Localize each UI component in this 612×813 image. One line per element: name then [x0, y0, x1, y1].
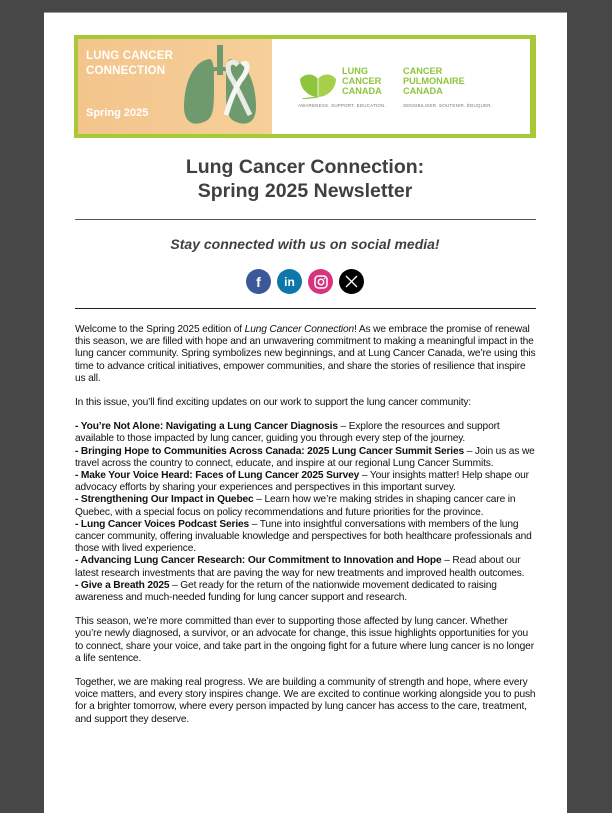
- banner-logo-panel: [272, 39, 530, 134]
- intro-text-end: ! As we embrace the promise of renewal this season, we are filled with hope and an unwavering commitment to making a meaningful impact in the lung cancer community. Spring symbolizes new beginnings, and at Lung Cancer Canada, we’re using this time to advance critical initiatives, empower communities, and share the stories of resilience that inspire us all.: [75, 324, 536, 384]
- list-item: [75, 494, 537, 518]
- trachea: [217, 45, 223, 75]
- logo-tagline-english: AWARENESS. SUPPORT. EDUCATION.: [298, 103, 387, 108]
- x-icon: [345, 275, 358, 288]
- list-item: [75, 580, 537, 604]
- instagram-icon: [314, 275, 328, 289]
- list-item-text: – Your insights matter! Help shape our advocacy efforts by sharing your experiences and perspectives in this important survey.: [75, 470, 529, 494]
- lungs-ribbon-illustration: [180, 45, 260, 130]
- list-item-text: – Tune into insightful conversations with members of the lung cancer community, offering invaluable knowledge and perspectives for both healthcare professionals and those with lived experience.: [75, 518, 532, 555]
- divider-top: [75, 219, 536, 220]
- list-item-title: - Give a Breath 2025: [75, 579, 170, 591]
- logo-fr-line1: CANCER: [403, 66, 443, 76]
- leaf-logo-icon: [299, 67, 337, 99]
- x-link[interactable]: [339, 269, 364, 294]
- logo-fr-line3: CANADA: [403, 86, 443, 96]
- logo-tagline-french: SENSIBILISER. SOUTENIR. ÉDUQUER.: [403, 103, 493, 108]
- left-lung: [184, 59, 214, 124]
- list-item-title: - Bringing Hope to Communities Across Canada: 2025 Lung Cancer Summit Series: [75, 445, 465, 457]
- logo-en-line2: CANCER: [342, 76, 382, 86]
- banner-image-panel: [78, 39, 272, 134]
- newsletter-banner: [74, 35, 536, 138]
- newsletter-body: [75, 324, 537, 738]
- commitment-paragraph: This season, we’re more committed than ever to supporting those affected by lung cancer. Whether you’re newly diagnosed, a survivor, or an advocate for change, this issue highlights opportunities for you to connect, share your voice, and take part in the ongoing fight for a future where lung cancer is no longer a life sentence.: [75, 616, 534, 664]
- list-item: [75, 555, 537, 579]
- list-item-title: - Advancing Lung Cancer Research: Our Commitment to Innovation and Hope: [75, 555, 442, 567]
- banner-title-line1: LUNG CANCER: [86, 50, 174, 62]
- list-item-text: – Get ready for the return of the nationwide movement dedicated to raising awareness and much-needed funding for lung cancer support and research.: [75, 579, 497, 604]
- logo-en-line1: LUNG: [342, 66, 369, 76]
- linkedin-icon: in: [284, 274, 295, 289]
- list-item-text: – Learn how we’re making strides in shaping cancer care in Quebec, with a special focus on policy recommendations and future priorities for the province.: [75, 494, 516, 518]
- newsletter-page: [44, 12, 567, 813]
- instagram-link[interactable]: [308, 269, 333, 294]
- title-line1: Lung Cancer Connection:: [185, 156, 425, 178]
- logo-text-english: [342, 66, 382, 96]
- facebook-link[interactable]: [246, 269, 271, 294]
- list-item-title: - Strengthening Our Impact in Quebec: [75, 494, 254, 506]
- logo-en-line3: CANADA: [342, 86, 382, 96]
- newsletter-title: [74, 155, 536, 203]
- banner-title-line2: CONNECTION: [86, 65, 166, 77]
- list-item-title: - Make Your Voice Heard: Faces of Lung Cancer 2025 Survey: [75, 470, 360, 482]
- facebook-icon: f: [256, 273, 261, 290]
- logo-fr-line2: PULMONAIRE: [403, 76, 465, 86]
- list-item: [75, 519, 537, 556]
- list-item: [75, 446, 537, 470]
- issue-highlights-list: [75, 421, 537, 604]
- newsletter-name: Lung Cancer Connection: [244, 324, 355, 335]
- intro-paragraph: [75, 324, 537, 385]
- together-paragraph: Together, we are making real progress. We are building a community of strength and hope, where every voice matters, and every story inspires change. We are excited to continue working alongside you to push for a brighter tomorrow, where every person impacted by lung cancer has access to the care, treatment, and support they deserve.: [75, 677, 536, 725]
- list-item: [75, 421, 537, 445]
- banner-season: Spring 2025: [86, 107, 149, 119]
- social-heading: Stay connected with us on social media!: [170, 236, 440, 252]
- title-line2: Spring 2025 Newsletter: [197, 180, 413, 202]
- list-item-title: - You’re Not Alone: Navigating a Lung Cancer Diagnosis: [75, 421, 338, 433]
- issue-intro: In this issue, you’ll find exciting updates on our work to support the lung cancer community:: [75, 397, 472, 409]
- list-item: [75, 470, 537, 494]
- divider-bottom: [75, 308, 536, 309]
- logo-text-french: [403, 66, 465, 96]
- banner-title: [86, 49, 173, 79]
- linkedin-link[interactable]: [277, 269, 302, 294]
- list-item-text: – Read about our latest research investments that are paving the way for new treatments and improved health outcomes.: [75, 555, 525, 579]
- list-item-title: - Lung Cancer Voices Podcast Series: [75, 518, 250, 530]
- social-links: [246, 269, 364, 294]
- list-item-text: – Join us as we travel across the country to connect, educate, and inspire at our regional Lung Cancer Summits.: [75, 445, 535, 469]
- intro-text-start: Welcome to the Spring 2025 edition of: [75, 324, 245, 335]
- list-item-text: – Explore the resources and support available to those impacted by lung cancer, guiding you through every step of the journey.: [75, 421, 500, 445]
